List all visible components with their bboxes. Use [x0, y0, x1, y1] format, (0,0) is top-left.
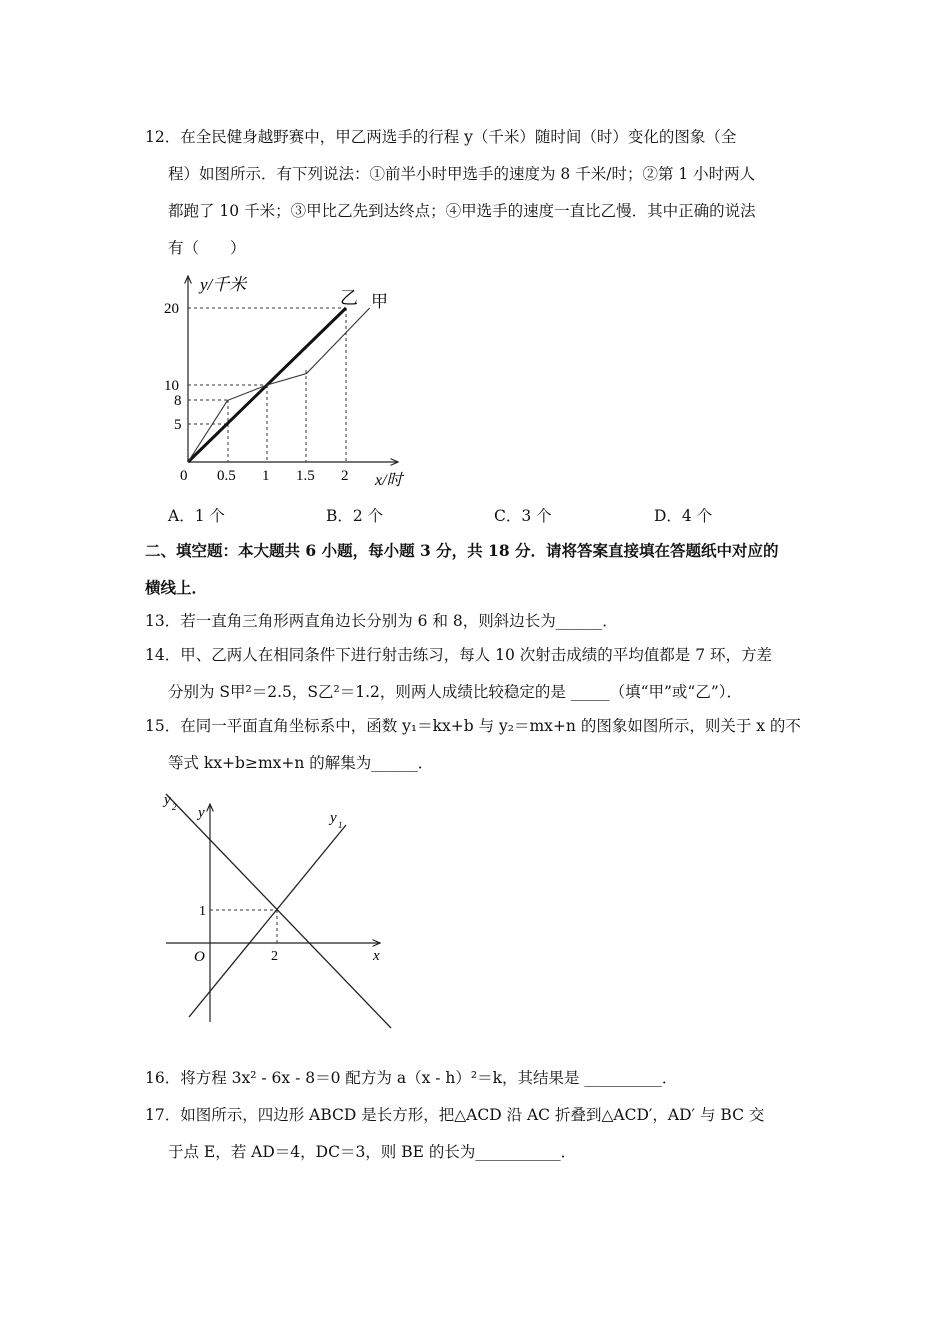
q12-option-b[interactable]: B．2 个 [326, 507, 384, 525]
q15-label-y1: y [330, 810, 337, 826]
q17-line-1: 17．如图所示，四边形 ABCD 是长方形，把△ACD 沿 AC 折叠到△ACD′，AD′ 与 BC 交 [145, 1106, 765, 1124]
q15-graph [160, 790, 400, 1035]
q12-line-4: 有（ ） [168, 239, 246, 257]
q12-y-axis-label: y/千米 [200, 275, 247, 294]
q12-xtick-1: 1 [262, 468, 270, 484]
q15-xtick-2: 2 [271, 949, 278, 964]
q15-label-y2-sub: 2 [172, 802, 177, 812]
section2-heading-line-2: 横线上． [145, 578, 208, 597]
q12-option-a[interactable]: A．1 个 [168, 507, 225, 525]
q12-line-3: 都跑了 10 千米；③甲比乙先到达终点；④甲选手的速度一直比乙慢．其中正确的说法 [168, 202, 756, 220]
q12-xtick-2: 2 [341, 468, 349, 484]
q12-line-2: 程）如图所示．有下列说法：①前半小时甲选手的速度为 8 千米/时；②第 1 小时两人 [168, 165, 756, 183]
q14-line-1: 14．甲、乙两人在相同条件下进行射击练习，每人 10 次射击成绩的平均值都是 7 环，方差 [145, 646, 773, 664]
q12-ytick-8: 8 [174, 393, 182, 409]
q15-line-1: 15．在同一平面直角坐标系中，函数 y₁＝kx+b 与 y₂＝mx+n 的图象如图所示，则关于 x 的不 [145, 717, 801, 735]
q15-guides [210, 910, 277, 943]
q17-line-2: 于点 E，若 AD＝4，DC＝3，则 BE 的长为___________． [168, 1143, 577, 1161]
q12-xtick-1.5: 1.5 [296, 468, 315, 484]
q14-line-2: 分别为 S甲²＝2.5，S乙²＝1.2，则两人成绩比较稳定的是 _____（填“甲”或“乙”）． [168, 683, 743, 701]
q12-label-yi: 乙 [340, 288, 358, 308]
q12-label-jia: 甲 [371, 292, 388, 311]
q12-ytick-20: 20 [164, 301, 179, 317]
q12-option-d[interactable]: D．4 个 [654, 507, 713, 525]
q15-x-axis-label: x [373, 948, 380, 964]
q15-line-y1 [189, 825, 346, 1017]
q12-ytick-10: 10 [164, 378, 179, 394]
q12-x-axis-label: x/时 [375, 472, 403, 489]
section2-heading-line-1: 二、填空题：本大题共 6 小题，每小题 3 分，共 18 分．请将答案直接填在答题纸中对应的 [145, 541, 779, 560]
q13-text: 13．若一直角三角形两直角边长分别为 6 和 8，则斜边长为______． [145, 612, 618, 630]
q15-line-2: 等式 kx+b≥mx+n 的解集为______． [168, 754, 434, 772]
q15-origin-label: O [194, 949, 205, 965]
q15-label-y2: y [164, 792, 171, 808]
q12-line-1: 12．在全民健身越野赛中，甲乙两选手的行程 y（千米）随时间（时）变化的图象（全 [145, 128, 737, 146]
q12-series-jia-line [188, 308, 370, 462]
q12-xtick-0: 0 [180, 468, 188, 484]
q16-text: 16．将方程 3x² - 6x - 8＝0 配方为 a（x - h）²＝k，其结果是 __________． [145, 1069, 678, 1087]
q15-ytick-1: 1 [199, 904, 206, 919]
q15-label-y1-sub: 1 [338, 820, 343, 830]
q12-xtick-0.5: 0.5 [217, 468, 236, 484]
q12-graph [160, 270, 420, 495]
q15-y-axis-label: y [198, 805, 205, 821]
q12-ytick-5: 5 [174, 417, 182, 433]
q12-option-c[interactable]: C．3 个 [494, 507, 552, 525]
